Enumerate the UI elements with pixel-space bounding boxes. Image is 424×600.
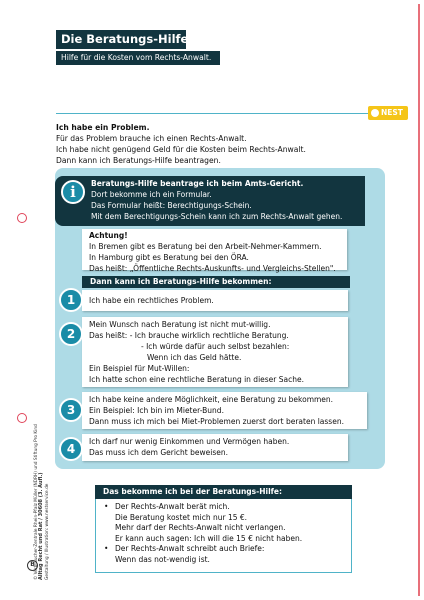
intro-line: Ich habe nicht genügend Geld für die Kosten beim Rechts-Anwalt. bbox=[56, 145, 306, 154]
step-line: Dann muss ich mich bei Miet-Problemen zuerst dort beraten lassen. bbox=[89, 417, 344, 426]
info-line: Dort bekomme ich ein Formular. bbox=[91, 190, 212, 199]
step-card-4 bbox=[82, 434, 348, 461]
benefit-item: • Der Rechts-Anwalt schreibt auch Briefe: bbox=[103, 544, 302, 555]
benefit-line: Wenn das not-wendig ist. bbox=[115, 554, 210, 564]
attention-heading: Achtung! bbox=[89, 231, 128, 240]
attention-line: In Hamburg gibt es Beratung bei den ÖRA. bbox=[89, 253, 249, 262]
benefits-list bbox=[103, 502, 302, 565]
page-edge-line bbox=[418, 4, 420, 596]
step-line: Mein Wunsch nach Beratung ist nicht mut-willig. bbox=[89, 320, 271, 329]
credit-line: © Verbraucher-Zentrale Rhein-Pfalz Müller (NDRH) und Stiftung Pro Kind bbox=[34, 424, 39, 580]
step-line: Das heißt: - Ich brauche wirklich rechtliche Beratung. bbox=[89, 331, 289, 340]
step-number-3: 3 bbox=[59, 398, 83, 422]
step-line: Das muss ich dem Gericht beweisen. bbox=[89, 448, 228, 457]
step-number-1: 1 bbox=[59, 288, 83, 312]
attention-line: In Bremen gibt es Beratung bei den Arbeit-Nehmer-Kammern. bbox=[89, 242, 322, 251]
step-line: Ein Beispiel für Mut-Willen: bbox=[89, 364, 190, 373]
nest-dot-icon bbox=[371, 109, 379, 117]
info-panel bbox=[55, 176, 365, 226]
info-line: Mit dem Berechtigungs-Schein kann ich zum Rechts-Anwalt gehen. bbox=[91, 212, 343, 221]
attention-line: Das heißt: „Öffentliche Rechts-Auskunfts- und Vergleichs-Stellen". bbox=[89, 264, 336, 273]
punch-hole-bottom bbox=[17, 413, 27, 423]
step-line: Wenn ich das Geld hätte. bbox=[147, 353, 242, 362]
benefit-line: Er kann auch sagen: Ich will die 15 € nicht haben. bbox=[115, 533, 303, 543]
benefit-line: Die Beratung kostet mich nur 15 €. bbox=[115, 512, 248, 522]
step-card-3 bbox=[82, 392, 367, 429]
publisher-logo: B bbox=[27, 560, 38, 571]
page-title: Die Beratungs-Hilfe bbox=[56, 30, 186, 49]
step-line: Ein Beispiel: Ich bin im Mieter-Bund. bbox=[89, 406, 224, 415]
benefit-line: Mehr darf der Rechts-Anwalt nicht verlangen. bbox=[115, 523, 286, 532]
step-line: Ich habe ein rechtliches Problem. bbox=[89, 296, 214, 305]
credit-line: Alltag Recht und Rat / 30608 (3. Aufl.) bbox=[38, 472, 45, 580]
info-line: Das Formular heißt: Berechtigungs-Schein. bbox=[91, 201, 252, 210]
step-number-4: 4 bbox=[59, 437, 83, 461]
benefit-item: • Der Rechts-Anwalt berät mich. bbox=[103, 502, 302, 513]
step-card-2 bbox=[82, 317, 348, 387]
step-line: Ich hatte schon eine rechtliche Beratung in dieser Sache. bbox=[89, 375, 304, 384]
benefits-heading: Das bekomme ich bei der Beratungs-Hilfe: bbox=[95, 485, 352, 499]
credit-line: Gestaltung / Illustration: www.nestservice.de bbox=[44, 483, 50, 580]
punch-hole-top bbox=[17, 213, 27, 223]
step-number-2: 2 bbox=[59, 322, 83, 346]
copyright-credit bbox=[34, 380, 56, 580]
intro-heading: Ich habe ein Problem. bbox=[56, 123, 150, 132]
steps-header: Dann kann ich Beratungs-Hilfe bekommen: bbox=[82, 276, 350, 288]
nest-label: NEST bbox=[381, 108, 403, 117]
nest-logo bbox=[368, 106, 408, 120]
step-card-1 bbox=[82, 290, 348, 311]
intro-line: Dann kann ich Beratungs-Hilfe beantragen. bbox=[56, 156, 221, 165]
intro-section bbox=[56, 122, 376, 166]
step-line: Ich habe keine andere Möglichkeit, eine Beratung zu bekommen. bbox=[89, 395, 334, 404]
intro-line: Für das Problem brauche ich einen Rechts-Anwalt. bbox=[56, 134, 247, 143]
info-icon: i bbox=[61, 180, 85, 204]
attention-card bbox=[82, 229, 347, 273]
step-line: Ich darf nur wenig Einkommen und Vermögen haben. bbox=[89, 437, 290, 446]
step-line: - Ich würde dafür auch selbst bezahlen: bbox=[141, 342, 290, 351]
header-rule bbox=[56, 113, 368, 114]
info-heading: Beratungs-Hilfe beantrage ich beim Amts-Gericht. bbox=[91, 179, 304, 188]
page-subtitle: Hilfe für die Kosten vom Rechts-Anwalt. bbox=[56, 51, 220, 65]
